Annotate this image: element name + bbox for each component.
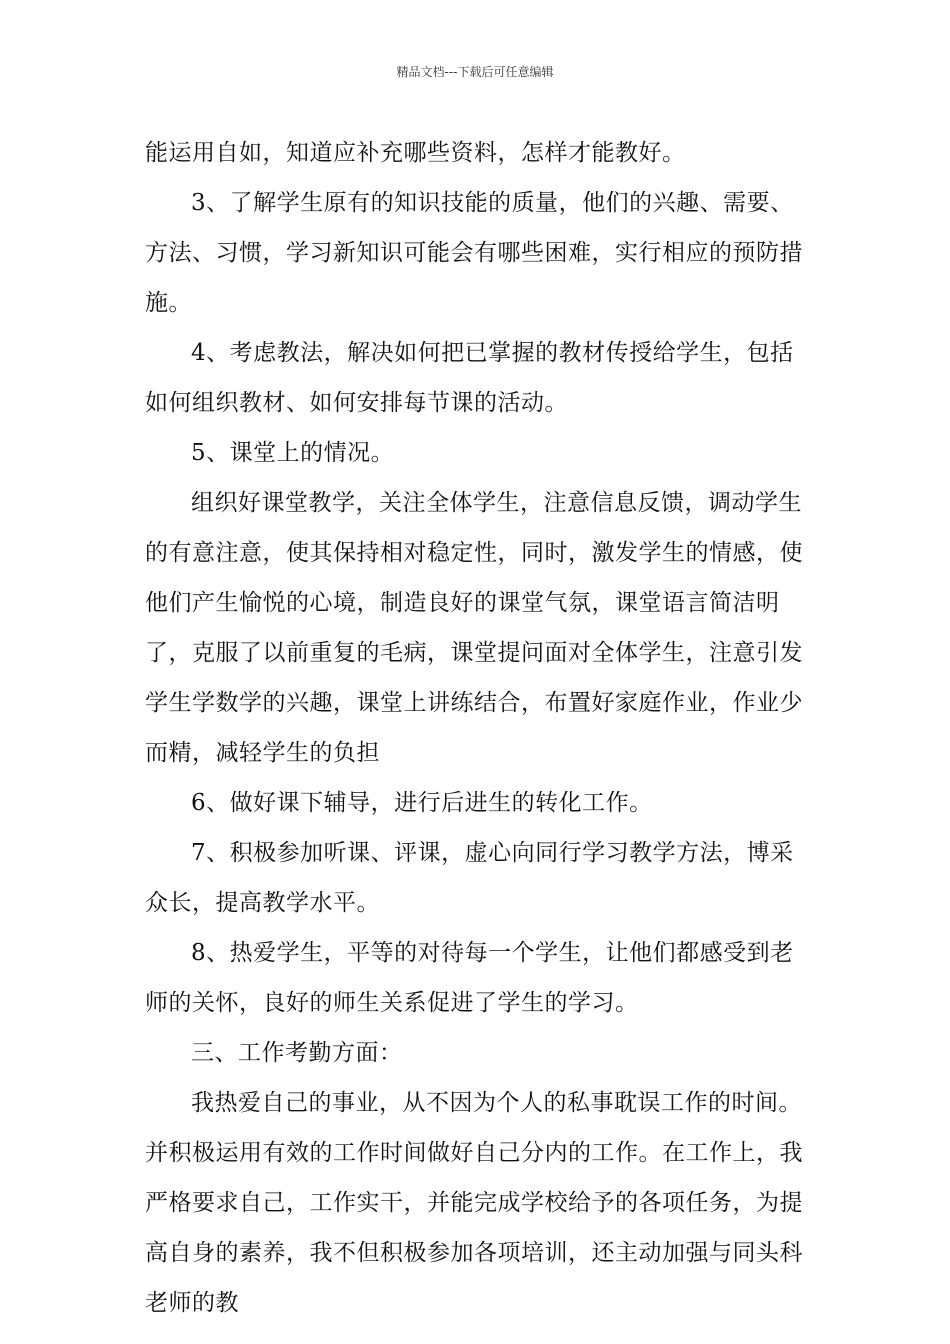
paragraph-item-6: 6、做好课下辅导，进行后进生的转化工作。: [191, 790, 653, 816]
paragraph-item-7: 7、积极参加听课、评课，虚心向同行学习教学方法，博采众长，提高教学水平。: [145, 840, 794, 916]
page-header: 精品文档---下载后可任意编辑: [396, 65, 554, 79]
paragraph-continuation: 能运用自如，知道应补充哪些资料，怎样才能教好。: [145, 140, 686, 166]
paragraph-item-3: 3、了解学生原有的知识技能的质量，他们的兴趣、需要、方法、习惯，学习新知识可能会有哪些困难，实行相应的预防措施。: [145, 190, 803, 316]
document-body: [145, 128, 815, 1328]
paragraph-item-5: 5、课堂上的情况。: [191, 440, 395, 466]
paragraph-item-4: 4、考虑教法，解决如何把已掌握的教材传授给学生，包括如何组织教材、如何安排每节课的活动。: [145, 340, 794, 416]
section-heading-attendance: 三、工作考勤方面：: [191, 1040, 403, 1066]
paragraph-attendance: 我热爱自己的事业，从不因为个人的私事耽误工作的时间。并积极运用有效的工作时间做好自己分内的工作。在工作上，我严格要求自己，工作实干，并能完成学校给予的各项任务，为提高自身的素养，我不但积极参加各项培训，还主动加强与同头科老师的教: [145, 1090, 803, 1316]
paragraph-item-8: 8、热爱学生，平等的对待每一个学生，让他们都感受到老师的关怀，良好的师生关系促进了学生的学习。: [145, 940, 794, 1016]
paragraph-classroom: 组织好课堂教学，关注全体学生，注意信息反馈，调动学生的有意注意，使其保持相对稳定性，同时，激发学生的情感，使他们产生愉悦的心境，制造良好的课堂气氛，课堂语言简洁明了，克服了以前重复的毛病，课堂提问面对全体学生，注意引发学生学数学的兴趣，课堂上讲练结合，布置好家庭作业，作业少而精，减轻学生的负担: [145, 490, 803, 766]
